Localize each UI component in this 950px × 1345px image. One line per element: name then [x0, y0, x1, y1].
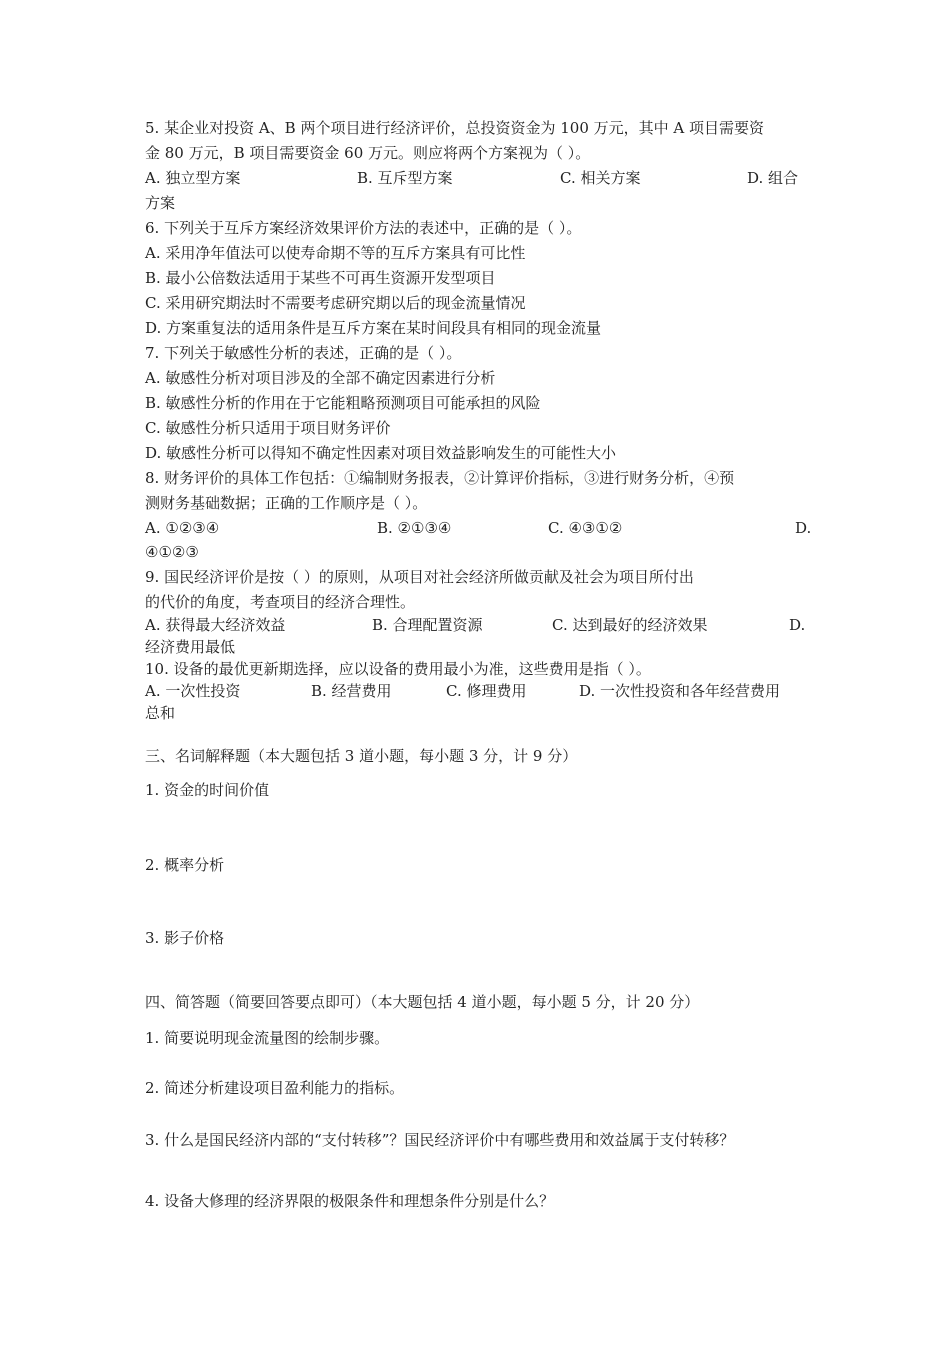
- q6-option-d: D. 方案重复法的适用条件是互斥方案在某时间段具有相同的现金流量: [145, 319, 602, 337]
- q5-stem-line1: 5. 某企业对投资 A、B 两个项目进行经济评价，总投资资金为 100 万元，其中 A 项目需要资: [145, 119, 765, 137]
- q7-option-b: B. 敏感性分析的作用在于它能粗略预测项目可能承担的风险: [145, 394, 541, 412]
- q9-option-c: C. 达到最好的经济效果: [552, 616, 708, 634]
- q10-option-d: D. 一次性投资和各年经营费用: [579, 682, 781, 700]
- q10-option-c: C. 修理费用: [446, 682, 527, 700]
- q9-option-b: B. 合理配置资源: [372, 616, 483, 634]
- q8-stem-line2: 测财务基础数据；正确的工作顺序是（ ）。: [145, 494, 428, 512]
- section4-item-4: 4. 设备大修理的经济界限的极限条件和理想条件分别是什么？: [145, 1192, 555, 1210]
- section4-item-2: 2. 简述分析建设项目盈利能力的指标。: [145, 1079, 405, 1097]
- q10-option-a: A. 一次性投资: [145, 682, 241, 700]
- q9-stem-line1: 9. 国民经济评价是按（ ）的原则，从项目对社会经济所做贡献及社会为项目所付出: [145, 568, 694, 586]
- q10-option-d-tail: 总和: [145, 704, 176, 722]
- q9-option-d: D.: [789, 616, 806, 634]
- q8-stem-line1: 8. 财务评价的具体工作包括：①编制财务报表，②计算评价指标，③进行财务分析，④预: [145, 469, 735, 487]
- q9-stem-line2: 的代价的角度，考查项目的经济合理性。: [145, 593, 416, 611]
- q5-option-c: C. 相关方案: [560, 169, 641, 187]
- q8-option-d-tail: ④①②③: [145, 543, 199, 561]
- q8-option-c: C. ④③①②: [548, 519, 623, 537]
- q8-option-a: A. ①②③④: [145, 519, 220, 537]
- q5-option-a: A. 独立型方案: [145, 169, 241, 187]
- section3-item-3: 3. 影子价格: [145, 929, 225, 947]
- q9-option-a: A. 获得最大经济效益: [145, 616, 286, 634]
- q7-stem: 7. 下列关于敏感性分析的表述，正确的是（ ）。: [145, 344, 462, 362]
- q10-option-b: B. 经营费用: [311, 682, 392, 700]
- q8-option-d: D.: [795, 519, 812, 537]
- section4-item-3: 3. 什么是国民经济内部的“支付转移”？国民经济评价中有哪些费用和效益属于支付转移？: [145, 1131, 735, 1149]
- q5-option-d-tail: 方案: [145, 194, 176, 212]
- q5-stem-line2: 金 80 万元，B 项目需要资金 60 万元。则应将两个方案视为（ ）。: [145, 144, 591, 162]
- q6-option-c: C. 采用研究期法时不需要考虑研究期以后的现金流量情况: [145, 294, 526, 312]
- q8-option-b: B. ②①③④: [377, 519, 452, 537]
- q7-option-a: A. 敏感性分析对项目涉及的全部不确定因素进行分析: [145, 369, 496, 387]
- q6-stem: 6. 下列关于互斥方案经济效果评价方法的表述中，正确的是（ ）。: [145, 219, 582, 237]
- q6-option-b: B. 最小公倍数法适用于某些不可再生资源开发型项目: [145, 269, 496, 287]
- section3-item-2: 2. 概率分析: [145, 856, 225, 874]
- q10-stem: 10. 设备的最优更新期选择，应以设备的费用最小为准，这些费用是指（ ）。: [145, 660, 651, 678]
- q5-option-d: D. 组合: [747, 169, 799, 187]
- q6-option-a: A. 采用净年值法可以使寿命期不等的互斥方案具有可比性: [145, 244, 526, 262]
- section4-item-1: 1. 简要说明现金流量图的绘制步骤。: [145, 1029, 390, 1047]
- q7-option-d: D. 敏感性分析可以得知不确定性因素对项目效益影响发生的可能性大小: [145, 444, 617, 462]
- q9-option-d-tail: 经济费用最低: [145, 638, 236, 656]
- q7-option-c: C. 敏感性分析只适用于项目财务评价: [145, 419, 391, 437]
- section3-item-1: 1. 资金的时间价值: [145, 781, 270, 799]
- section3-heading: 三、名词解释题（本大题包括 3 道小题，每小题 3 分，计 9 分）: [145, 747, 578, 765]
- q5-option-b: B. 互斥型方案: [357, 169, 453, 187]
- section4-heading: 四、简答题（简要回答要点即可）（本大题包括 4 道小题，每小题 5 分，计 20 分）: [145, 993, 700, 1011]
